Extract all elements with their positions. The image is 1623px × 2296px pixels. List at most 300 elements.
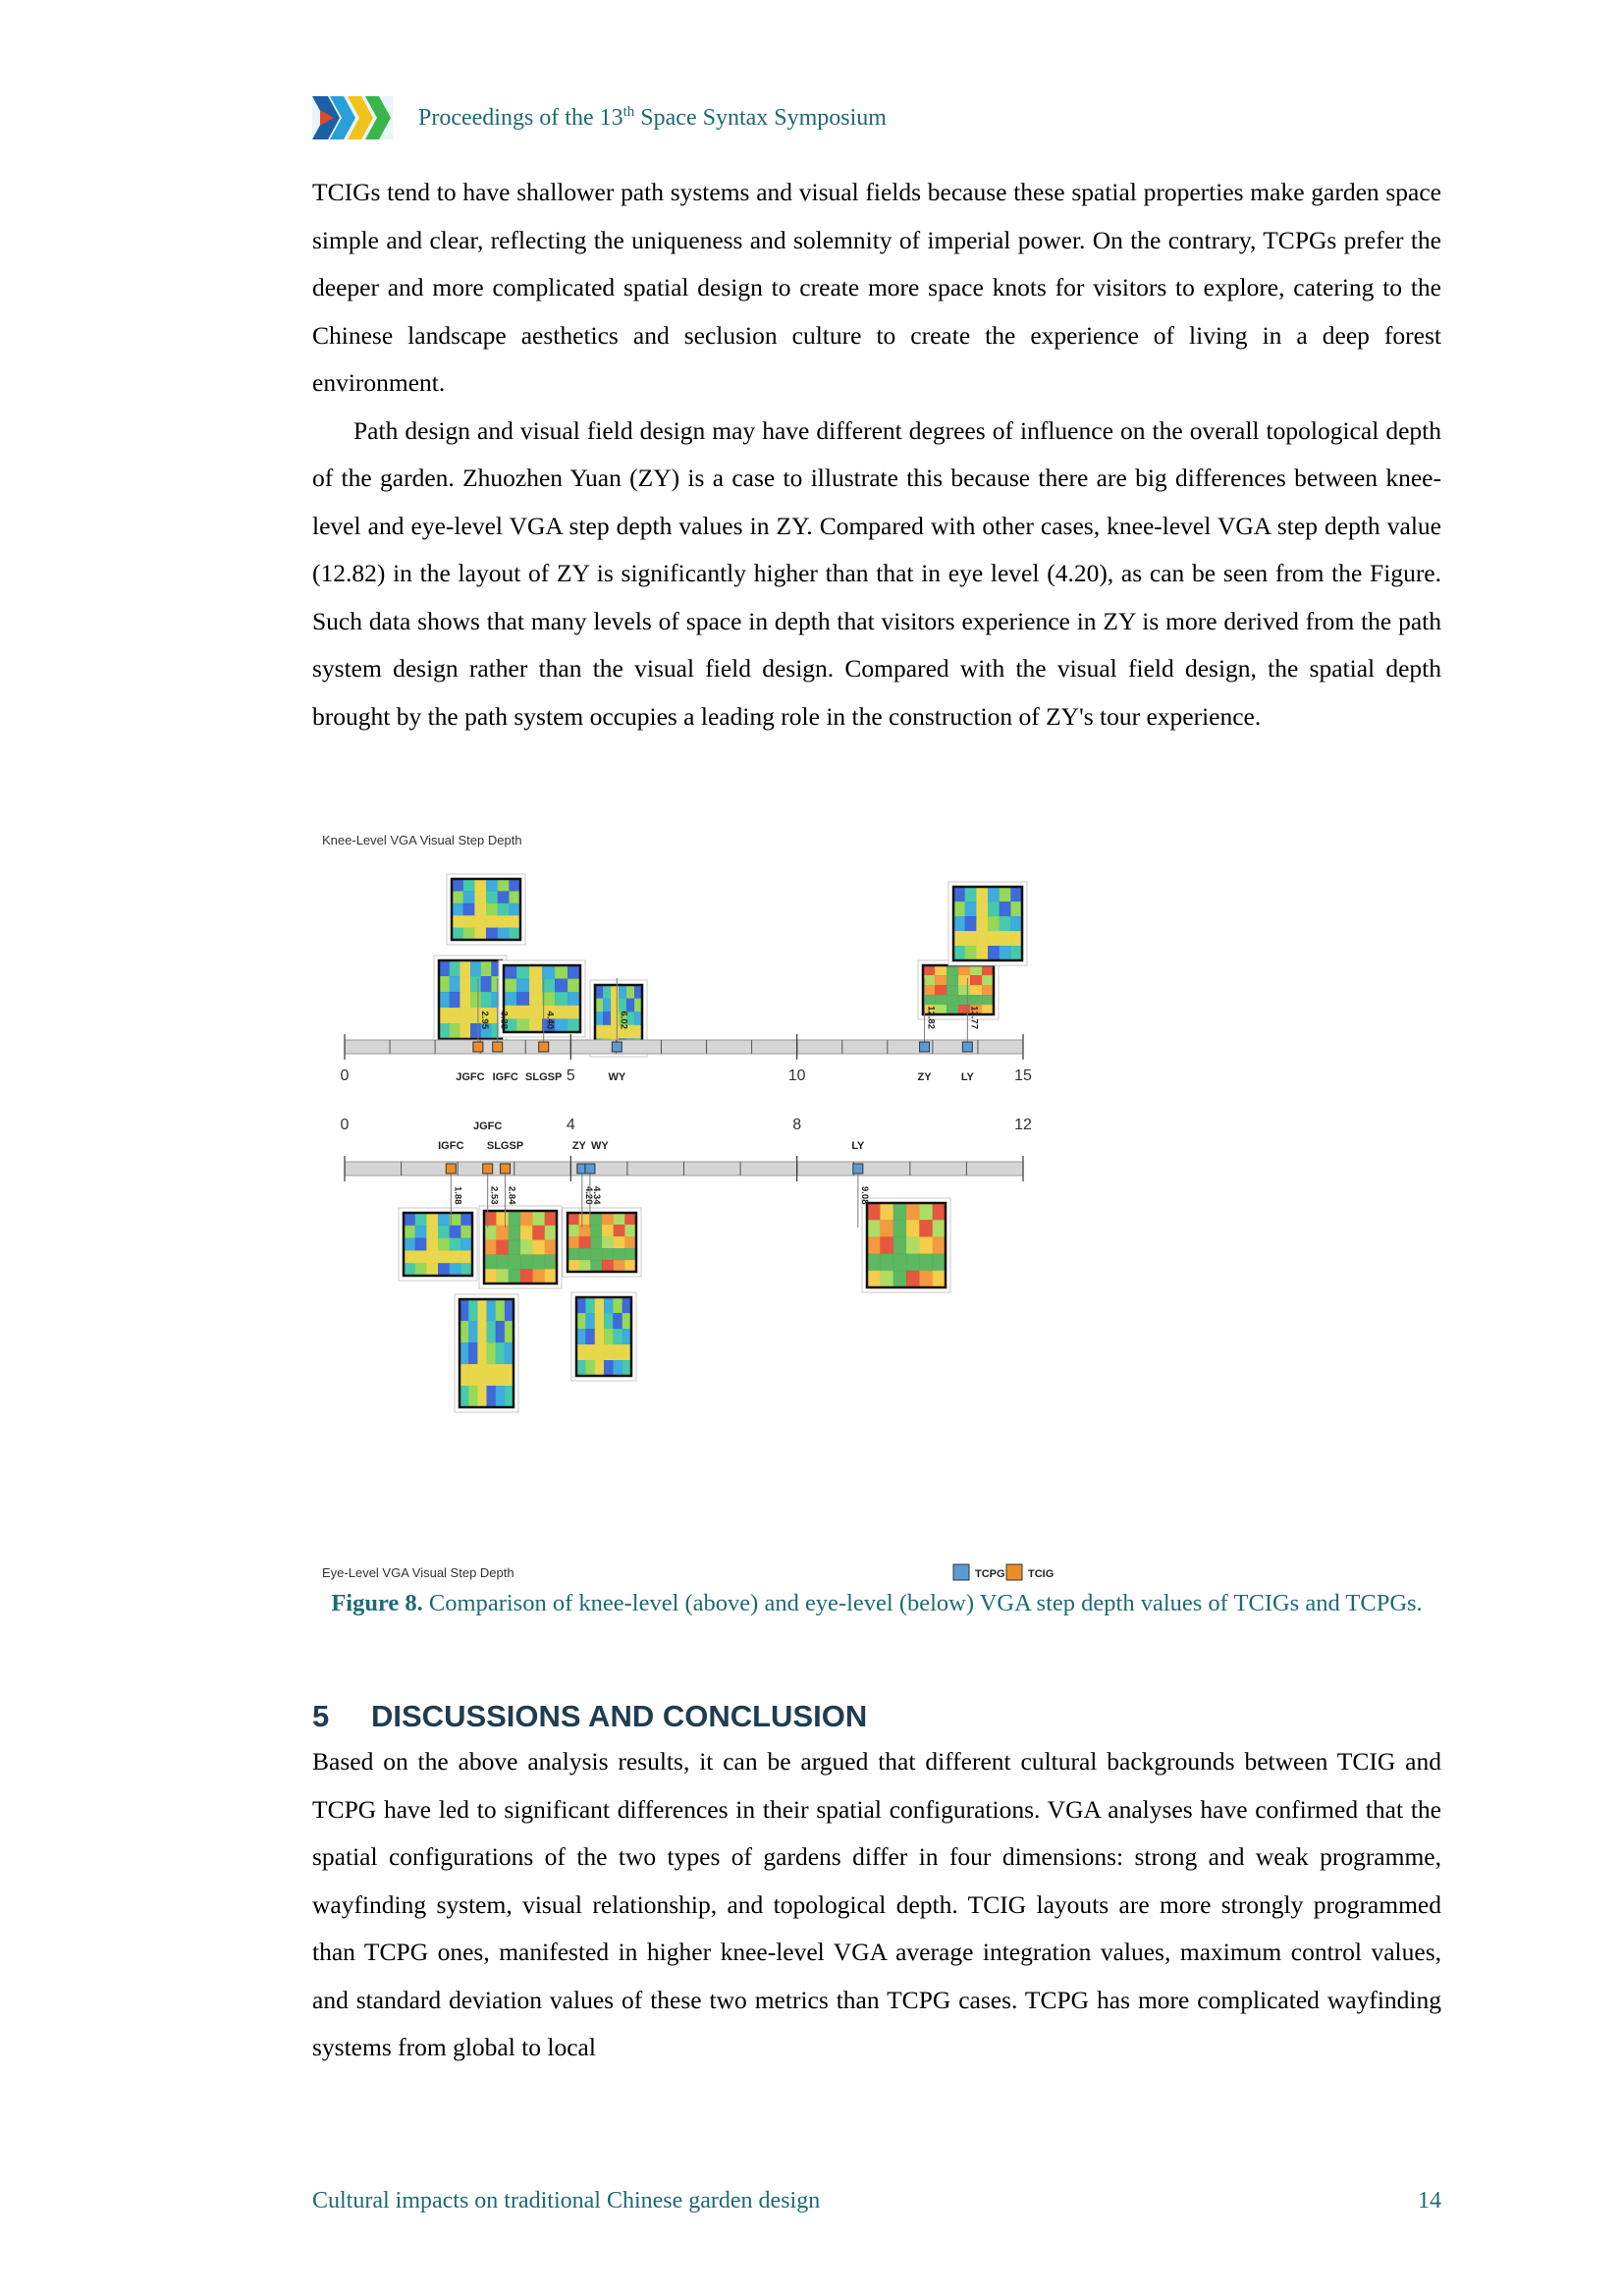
knee-thumb-ly-cell — [965, 887, 977, 902]
eye-thumb-wy-cell — [613, 1329, 622, 1345]
knee-value-label: 6.02 — [618, 1011, 629, 1029]
knee-thumb-jgfc-cell — [474, 903, 486, 916]
knee-thumb-slgsp-cell — [555, 1006, 568, 1019]
knee-thumb-jgfc-cell — [452, 915, 463, 928]
eye-thumb-zy-cell — [624, 1248, 636, 1261]
eye-thumb-jgfc-cell — [520, 1211, 533, 1226]
eye-thumb-zy-cell — [614, 1260, 625, 1273]
knee-thumb-slgsp-cell — [568, 1006, 581, 1019]
knee-thumb-slgsp-cell — [529, 1006, 543, 1019]
knee-thumb-zy-cell — [958, 965, 971, 976]
knee-thumb-slgsp-cell — [555, 979, 568, 993]
eye-thumb-slgsp-cell — [477, 1364, 487, 1387]
eye-thumb-wy-cell — [595, 1297, 605, 1314]
eye-thumb-slgsp-cell — [468, 1321, 478, 1343]
eye-thumb-jgfc-cell — [545, 1254, 558, 1269]
eye-thumb-igfc-cell — [426, 1213, 438, 1226]
eye-thumb-igfc-cell — [415, 1226, 427, 1238]
legend-label-tcig: TCIG — [1028, 1568, 1055, 1580]
eye-point-jgfc — [483, 1164, 493, 1174]
eye-value-label: 2.84 — [506, 1186, 517, 1205]
knee-thumb-ly-cell — [1010, 902, 1022, 917]
knee-thumb-wy-cell — [595, 999, 604, 1012]
knee-thumb-igfc-cell — [470, 992, 481, 1009]
eye-thumb-zy-cell — [624, 1236, 636, 1249]
page-footer — [312, 2188, 1441, 2214]
eye-thumb-ly-cell — [893, 1271, 907, 1288]
knee-value-label: 4.40 — [544, 1011, 556, 1029]
knee-thumb-ly-cell — [988, 887, 1000, 902]
eye-thumb-jgfc-cell — [520, 1269, 533, 1284]
knee-thumb-wy-cell — [611, 1011, 620, 1025]
knee-tick-label: 15 — [1014, 1067, 1032, 1084]
knee-thumb-ly-cell — [1010, 916, 1022, 932]
eye-thumb-ly-cell — [919, 1203, 933, 1221]
eye-thumb-jgfc-cell — [509, 1240, 521, 1255]
knee-thumb-zy-cell — [947, 965, 959, 976]
eye-value-label: 1.88 — [452, 1186, 463, 1205]
knee-thumb-wy-cell — [611, 999, 620, 1012]
eye-thumb-wy-cell — [604, 1329, 614, 1345]
knee-thumb-igfc-cell — [450, 992, 460, 1009]
knee-thumb-slgsp-cell — [568, 992, 581, 1006]
eye-thumb-wy-cell — [585, 1329, 595, 1345]
eye-thumb-ly-cell — [867, 1220, 881, 1237]
eye-thumb-zy-cell — [568, 1248, 579, 1261]
knee-point-wy — [612, 1042, 622, 1052]
eye-value-label: 4.20 — [582, 1186, 594, 1205]
knee-point-jgfc — [473, 1042, 483, 1052]
eye-thumb-jgfc-cell — [545, 1226, 558, 1240]
eye-thumb-wy-cell — [604, 1297, 614, 1314]
knee-thumb-zy-cell — [947, 975, 959, 986]
eye-thumb-slgsp-cell — [477, 1321, 487, 1343]
knee-thumb-zy-cell — [923, 965, 936, 976]
eye-thumb-wy-cell — [595, 1344, 605, 1361]
eye-thumb-jgfc-cell — [520, 1240, 533, 1255]
eye-thumb-jgfc-cell — [484, 1226, 497, 1240]
knee-point-zy — [920, 1042, 930, 1052]
knee-value-label: 2.95 — [478, 1011, 490, 1029]
eye-thumb-ly-cell — [906, 1254, 920, 1272]
eye-thumb-slgsp-cell — [468, 1386, 478, 1408]
eye-thumb-jgfc-cell — [532, 1211, 545, 1226]
eye-thumb-zy-cell — [614, 1236, 625, 1249]
knee-thumb-ly-cell — [976, 902, 988, 917]
knee-thumb-wy-cell — [603, 999, 612, 1012]
eye-thumb-slgsp-cell — [496, 1342, 506, 1365]
eye-thumb-ly-cell — [919, 1236, 933, 1254]
knee-thumb-zy-cell — [958, 975, 971, 986]
knee-thumb-slgsp-cell — [529, 992, 543, 1006]
knee-thumb-jgfc-cell — [474, 928, 486, 941]
eye-thumb-wy-cell — [576, 1344, 586, 1361]
eye-tick-label: 0 — [340, 1117, 350, 1133]
knee-thumb-wy-cell — [611, 985, 620, 999]
eye-thumb-igfc-cell — [404, 1213, 415, 1226]
eye-thumb-slgsp-cell — [487, 1299, 497, 1322]
knee-thumb-slgsp-cell — [555, 1018, 568, 1032]
eye-thumb-igfc-cell — [460, 1250, 472, 1263]
eye-thumb-wy-cell — [576, 1360, 586, 1377]
eye-thumb-ly-cell — [880, 1220, 893, 1237]
knee-thumb-igfc-cell — [460, 1023, 470, 1040]
knee-thumb-ly-cell — [1010, 946, 1022, 961]
eye-thumb-zy-cell — [579, 1213, 591, 1226]
eye-point-wy — [585, 1164, 595, 1174]
eye-thumb-jgfc-cell — [545, 1269, 558, 1284]
knee-thumb-igfc-cell — [481, 960, 492, 977]
eye-value-label: 4.34 — [590, 1186, 602, 1205]
eye-thumb-ly-cell — [880, 1271, 893, 1288]
eye-point-label: JGFC — [473, 1121, 503, 1132]
eye-thumb-ly-cell — [867, 1203, 881, 1221]
eye-point-label: WY — [591, 1140, 609, 1152]
knee-thumb-zy-cell — [970, 965, 983, 976]
eye-thumb-ly-cell — [867, 1254, 881, 1272]
body-text-top — [312, 169, 1441, 740]
eye-thumb-zy-cell — [590, 1213, 602, 1226]
knee-thumb-wy-cell — [595, 985, 604, 999]
knee-thumb-ly-cell — [953, 946, 965, 961]
eye-thumb-igfc-cell — [415, 1263, 427, 1276]
eye-thumb-igfc-cell — [426, 1250, 438, 1263]
eye-thumb-wy-cell — [613, 1344, 622, 1361]
eye-thumb-igfc-cell — [438, 1226, 450, 1238]
knee-thumb-igfc-cell — [470, 960, 481, 977]
paragraph-1: TCIGs tend to have shallower path systems and visual fields because these spatial properties make garden space simple and clear, reflecting the uniqueness and solemnity of imperial power. On the contrary, TCPGs prefer the deeper and more complicated spatial design to create more space knots for visitors to explore, catering to the Chinese landscape aesthetics and seclusion culture to create the experience of living in a deep forest environment. — [312, 178, 1441, 397]
eye-point-label: IGFC — [438, 1140, 464, 1152]
knee-thumb-jgfc-cell — [463, 879, 475, 892]
eye-thumb-zy-cell — [624, 1213, 636, 1226]
eye-thumb-wy-cell — [576, 1297, 586, 1314]
knee-thumb-zy-cell — [970, 985, 983, 996]
eye-thumb-igfc-cell — [426, 1263, 438, 1276]
eye-value-label: 9.08 — [858, 1186, 870, 1205]
knee-thumb-igfc-cell — [439, 976, 450, 993]
eye-thumb-ly-cell — [933, 1220, 947, 1237]
knee-thumb-ly-cell — [953, 916, 965, 932]
eye-thumb-slgsp-cell — [460, 1364, 469, 1387]
knee-thumb-ly-cell — [976, 931, 988, 947]
eye-thumb-zy-cell — [602, 1260, 614, 1273]
knee-thumb-ly-cell — [1000, 946, 1011, 961]
eye-thumb-jgfc-cell — [509, 1254, 521, 1269]
eye-thumb-ly-cell — [867, 1236, 881, 1254]
eye-tick-label: 12 — [1014, 1117, 1032, 1133]
caption-text: Comparison of knee-level (above) and eye-level (below) VGA step depth values of TCIGs and TCPGs. — [422, 1590, 1423, 1616]
eye-thumb-igfc-cell — [438, 1250, 450, 1263]
knee-thumb-jgfc-cell — [486, 879, 498, 892]
eye-thumb-jgfc-cell — [496, 1240, 509, 1255]
knee-thumb-jgfc-cell — [463, 915, 475, 928]
knee-thumb-ly-cell — [965, 916, 977, 932]
eye-thumb-ly-cell — [880, 1236, 893, 1254]
knee-thumb-jgfc-cell — [474, 891, 486, 903]
knee-value-label: 3.38 — [498, 1011, 510, 1029]
knee-thumb-wy-cell — [595, 1011, 604, 1025]
eye-thumb-jgfc-cell — [496, 1226, 509, 1240]
knee-thumb-ly-cell — [1000, 902, 1011, 917]
eye-axis-title: Eye-Level VGA Visual Step Depth — [322, 1565, 514, 1580]
knee-thumb-slgsp-cell — [516, 979, 530, 993]
knee-thumb-jgfc-cell — [498, 879, 510, 892]
eye-thumb-slgsp-cell — [468, 1342, 478, 1365]
eye-thumb-jgfc-cell — [532, 1226, 545, 1240]
knee-thumb-igfc-cell — [450, 976, 460, 993]
eye-tick-label: 8 — [792, 1117, 802, 1133]
eye-thumb-zy-cell — [602, 1213, 614, 1226]
knee-thumb-ly-cell — [1000, 931, 1011, 947]
eye-thumb-zy-cell — [614, 1225, 625, 1237]
knee-point-label: WY — [608, 1071, 626, 1083]
knee-thumb-zy-cell — [935, 965, 947, 976]
eye-thumb-wy-cell — [585, 1297, 595, 1314]
knee-tick-label: 0 — [340, 1067, 350, 1084]
eye-thumb-slgsp-cell — [460, 1299, 469, 1322]
knee-thumb-igfc-cell — [439, 992, 450, 1009]
eye-thumb-wy-cell — [604, 1344, 614, 1361]
knee-point-ly — [962, 1042, 972, 1052]
eye-thumb-slgsp-cell — [460, 1342, 469, 1365]
knee-thumb-jgfc-cell — [509, 928, 520, 941]
eye-thumb-jgfc-cell — [484, 1254, 497, 1269]
knee-thumb-slgsp-cell — [568, 979, 581, 993]
eye-thumb-ly-cell — [933, 1271, 947, 1288]
eye-thumb-zy-cell — [624, 1225, 636, 1237]
eye-thumb-wy-cell — [604, 1360, 614, 1377]
knee-thumb-ly-cell — [988, 946, 1000, 961]
knee-thumb-jgfc-cell — [509, 915, 520, 928]
knee-tick-label: 5 — [566, 1067, 575, 1084]
knee-thumb-slgsp-cell — [529, 979, 543, 993]
eye-thumb-zy-cell — [590, 1260, 602, 1273]
eye-thumb-ly-cell — [880, 1254, 893, 1272]
eye-thumb-ly-cell — [893, 1220, 907, 1237]
knee-thumb-igfc-cell — [460, 976, 470, 993]
eye-thumb-slgsp-cell — [487, 1321, 497, 1343]
knee-thumb-igfc-cell — [460, 992, 470, 1009]
eye-thumb-wy-cell — [585, 1313, 595, 1330]
eye-thumb-ly-cell — [906, 1220, 920, 1237]
eye-thumb-wy-cell — [595, 1360, 605, 1377]
knee-point-label: SLGSP — [525, 1071, 563, 1083]
eye-thumb-ly-cell — [893, 1203, 907, 1221]
eye-thumb-igfc-cell — [415, 1213, 427, 1226]
eye-thumb-igfc-cell — [438, 1213, 450, 1226]
section-heading — [312, 1699, 867, 1734]
eye-thumb-igfc-cell — [460, 1238, 472, 1251]
knee-thumb-slgsp-cell — [529, 965, 543, 979]
eye-thumb-slgsp-cell — [487, 1342, 497, 1365]
knee-thumb-zy-cell — [958, 985, 971, 996]
knee-point-label: IGFC — [492, 1071, 518, 1083]
eye-thumb-igfc-cell — [450, 1238, 461, 1251]
knee-thumb-jgfc-cell — [498, 928, 510, 941]
eye-point-slgsp — [501, 1164, 511, 1174]
eye-thumb-jgfc-cell — [484, 1240, 497, 1255]
eye-thumb-igfc-cell — [426, 1226, 438, 1238]
eye-thumb-zy-cell — [590, 1248, 602, 1261]
eye-thumb-zy-cell — [579, 1260, 591, 1273]
knee-thumb-jgfc-cell — [474, 879, 486, 892]
knee-point-label: ZY — [917, 1071, 932, 1083]
eye-thumb-slgsp-cell — [468, 1364, 478, 1387]
eye-thumb-igfc-cell — [404, 1238, 415, 1251]
knee-thumb-jgfc-cell — [509, 891, 520, 903]
eye-thumb-slgsp-cell — [487, 1364, 497, 1387]
eye-thumb-slgsp-cell — [496, 1386, 506, 1408]
eye-thumb-igfc-cell — [460, 1263, 472, 1276]
knee-thumb-slgsp-cell — [516, 992, 530, 1006]
eye-thumb-slgsp-cell — [468, 1299, 478, 1322]
eye-point-label: LY — [851, 1140, 865, 1152]
knee-thumb-wy-cell — [611, 1025, 620, 1039]
eye-thumb-ly-cell — [867, 1271, 881, 1288]
eye-thumb-ly-cell — [906, 1236, 920, 1254]
symposium-logo — [312, 96, 393, 139]
figure-caption — [312, 1589, 1441, 1618]
eye-thumb-igfc-cell — [460, 1213, 472, 1226]
eye-thumb-ly-cell — [919, 1271, 933, 1288]
knee-thumb-ly-cell — [976, 887, 988, 902]
knee-axis-title: Knee-Level VGA Visual Step Depth — [322, 833, 522, 847]
eye-thumb-jgfc-cell — [509, 1226, 521, 1240]
eye-thumb-ly-cell — [933, 1203, 947, 1221]
knee-thumb-zy-cell — [982, 995, 995, 1006]
knee-tick-label: 10 — [787, 1067, 806, 1084]
knee-thumb-igfc-cell — [460, 960, 470, 977]
knee-thumb-slgsp-cell — [504, 965, 517, 979]
knee-thumb-slgsp-cell — [529, 1018, 543, 1032]
eye-thumb-zy-cell — [590, 1225, 602, 1237]
eye-point-label: SLGSP — [486, 1140, 524, 1152]
knee-thumb-jgfc-cell — [486, 915, 498, 928]
eye-thumb-jgfc-cell — [532, 1269, 545, 1284]
eye-thumb-jgfc-cell — [532, 1254, 545, 1269]
knee-thumb-igfc-cell — [439, 1023, 450, 1040]
eye-thumb-jgfc-cell — [520, 1254, 533, 1269]
header-title: Proceedings of the 13th Space Syntax Symposium — [418, 104, 887, 131]
knee-thumb-ly-cell — [1010, 887, 1022, 902]
eye-thumb-jgfc-cell — [484, 1211, 497, 1226]
eye-thumb-zy-cell — [568, 1260, 579, 1273]
knee-thumb-slgsp-cell — [516, 1006, 530, 1019]
page-number: 14 — [1418, 2188, 1441, 2214]
knee-thumb-wy-cell — [619, 985, 627, 999]
eye-thumb-jgfc-cell — [496, 1254, 509, 1269]
page-header — [312, 94, 887, 141]
eye-thumb-slgsp-cell — [487, 1386, 497, 1408]
eye-thumb-wy-cell — [604, 1313, 614, 1330]
eye-thumb-jgfc-cell — [532, 1240, 545, 1255]
eye-value-label: 2.53 — [488, 1186, 500, 1205]
eye-thumb-zy-cell — [568, 1213, 579, 1226]
eye-point-igfc — [446, 1164, 456, 1174]
eye-thumb-wy-cell — [613, 1313, 622, 1330]
eye-thumb-zy-cell — [614, 1213, 625, 1226]
knee-thumb-jgfc-cell — [452, 928, 463, 941]
eye-thumb-jgfc-cell — [545, 1240, 558, 1255]
knee-thumb-ly-cell — [1010, 931, 1022, 947]
knee-thumb-jgfc-cell — [498, 891, 510, 903]
knee-thumb-ly-cell — [1000, 916, 1011, 932]
eye-thumb-wy-cell — [613, 1297, 622, 1314]
knee-thumb-slgsp-cell — [555, 992, 568, 1006]
eye-thumb-ly-cell — [893, 1254, 907, 1272]
knee-point-slgsp — [539, 1042, 549, 1052]
knee-thumb-slgsp-cell — [568, 1018, 581, 1032]
eye-thumb-ly-cell — [919, 1220, 933, 1237]
eye-thumb-jgfc-cell — [484, 1269, 497, 1284]
eye-thumb-ly-cell — [906, 1203, 920, 1221]
eye-thumb-jgfc-cell — [545, 1211, 558, 1226]
legend-swatch-tcpg — [953, 1564, 969, 1580]
eye-thumb-ly-cell — [933, 1236, 947, 1254]
eye-thumb-zy-cell — [590, 1236, 602, 1249]
knee-thumb-jgfc-cell — [474, 915, 486, 928]
eye-thumb-wy-cell — [576, 1313, 586, 1330]
knee-thumb-igfc-cell — [460, 1008, 470, 1024]
eye-thumb-zy-cell — [602, 1248, 614, 1261]
eye-thumb-zy-cell — [568, 1225, 579, 1237]
knee-thumb-wy-cell — [603, 1025, 612, 1039]
eye-tick-label: 4 — [566, 1117, 575, 1133]
paragraph-3: Based on the above analysis results, it can be argued that different cultural backgrounds between TCIG and TCPG have led to significant differences in their spatial configurations. VGA analyses have confirmed that the spatial configurations of the two types of gardens differ in four dimensions: strong and weak programme, wayfinding system, visual relationship, and topological depth. TCIG layouts are more strongly programmed than TCPG ones, manifested in higher knee-level VGA average integration values, maximum control values, and standard deviation values of these two metrics than TCPG cases. TCPG has more complicated wayfinding systems from global to local — [312, 1747, 1441, 2061]
eye-thumb-slgsp-cell — [460, 1321, 469, 1343]
knee-thumb-jgfc-cell — [486, 928, 498, 941]
knee-thumb-jgfc-cell — [498, 915, 510, 928]
eye-thumb-igfc-cell — [404, 1250, 415, 1263]
knee-thumb-slgsp-cell — [542, 965, 556, 979]
knee-thumb-ly-cell — [988, 916, 1000, 932]
knee-thumb-zy-cell — [970, 975, 983, 986]
eye-thumb-ly-cell — [906, 1271, 920, 1288]
section-number: 5 — [312, 1699, 330, 1733]
eye-thumb-zy-cell — [624, 1260, 636, 1273]
knee-thumb-zy-cell — [958, 995, 971, 1006]
eye-thumb-ly-cell — [933, 1254, 947, 1272]
knee-thumb-wy-cell — [603, 1011, 612, 1025]
knee-thumb-igfc-cell — [439, 1008, 450, 1024]
knee-thumb-slgsp-cell — [555, 965, 568, 979]
eye-thumb-igfc-cell — [404, 1263, 415, 1276]
knee-thumb-zy-cell — [982, 975, 995, 986]
knee-thumb-ly-cell — [988, 931, 1000, 947]
eye-thumb-slgsp-cell — [477, 1386, 487, 1408]
paragraph-2: Path design and visual field design may have different degrees of influence on the overall topological depth of the garden. Zhuozhen Yuan (ZY) is a case to illustrate this because there are big differences between knee-level and eye-level VGA step depth values in ZY. Compared with other cases, knee-level VGA step depth value (12.82) in the layout of ZY is significantly higher than that in eye level (4.20), as can be seen from the Figure. Such data shows that many levels of space in depth that visitors experience in ZY is more derived from the path system design rather than the visual field design. Compared with the visual field design, the spatial depth brought by the path system occupies a leading role in the construction of ZY's tour experience. — [312, 415, 1441, 731]
knee-thumb-igfc-cell — [481, 976, 492, 993]
eye-point-label: ZY — [571, 1140, 586, 1152]
caption-label: Figure 8. — [331, 1590, 423, 1616]
knee-thumb-jgfc-cell — [452, 891, 463, 903]
eye-thumb-jgfc-cell — [496, 1269, 509, 1284]
eye-thumb-igfc-cell — [438, 1238, 450, 1251]
knee-thumb-ly-cell — [988, 902, 1000, 917]
knee-thumb-igfc-cell — [450, 960, 460, 977]
eye-thumb-wy-cell — [613, 1360, 622, 1377]
eye-thumb-slgsp-cell — [496, 1364, 506, 1387]
eye-thumb-zy-cell — [579, 1225, 591, 1237]
knee-thumb-ly-cell — [965, 946, 977, 961]
eye-thumb-jgfc-cell — [496, 1211, 509, 1226]
eye-thumb-wy-cell — [585, 1360, 595, 1377]
knee-thumb-ly-cell — [953, 931, 965, 947]
knee-thumb-wy-cell — [603, 985, 612, 999]
knee-thumb-zy-cell — [970, 995, 983, 1006]
section-title: DISCUSSIONS AND CONCLUSION — [371, 1699, 868, 1733]
eye-thumb-zy-cell — [602, 1225, 614, 1237]
